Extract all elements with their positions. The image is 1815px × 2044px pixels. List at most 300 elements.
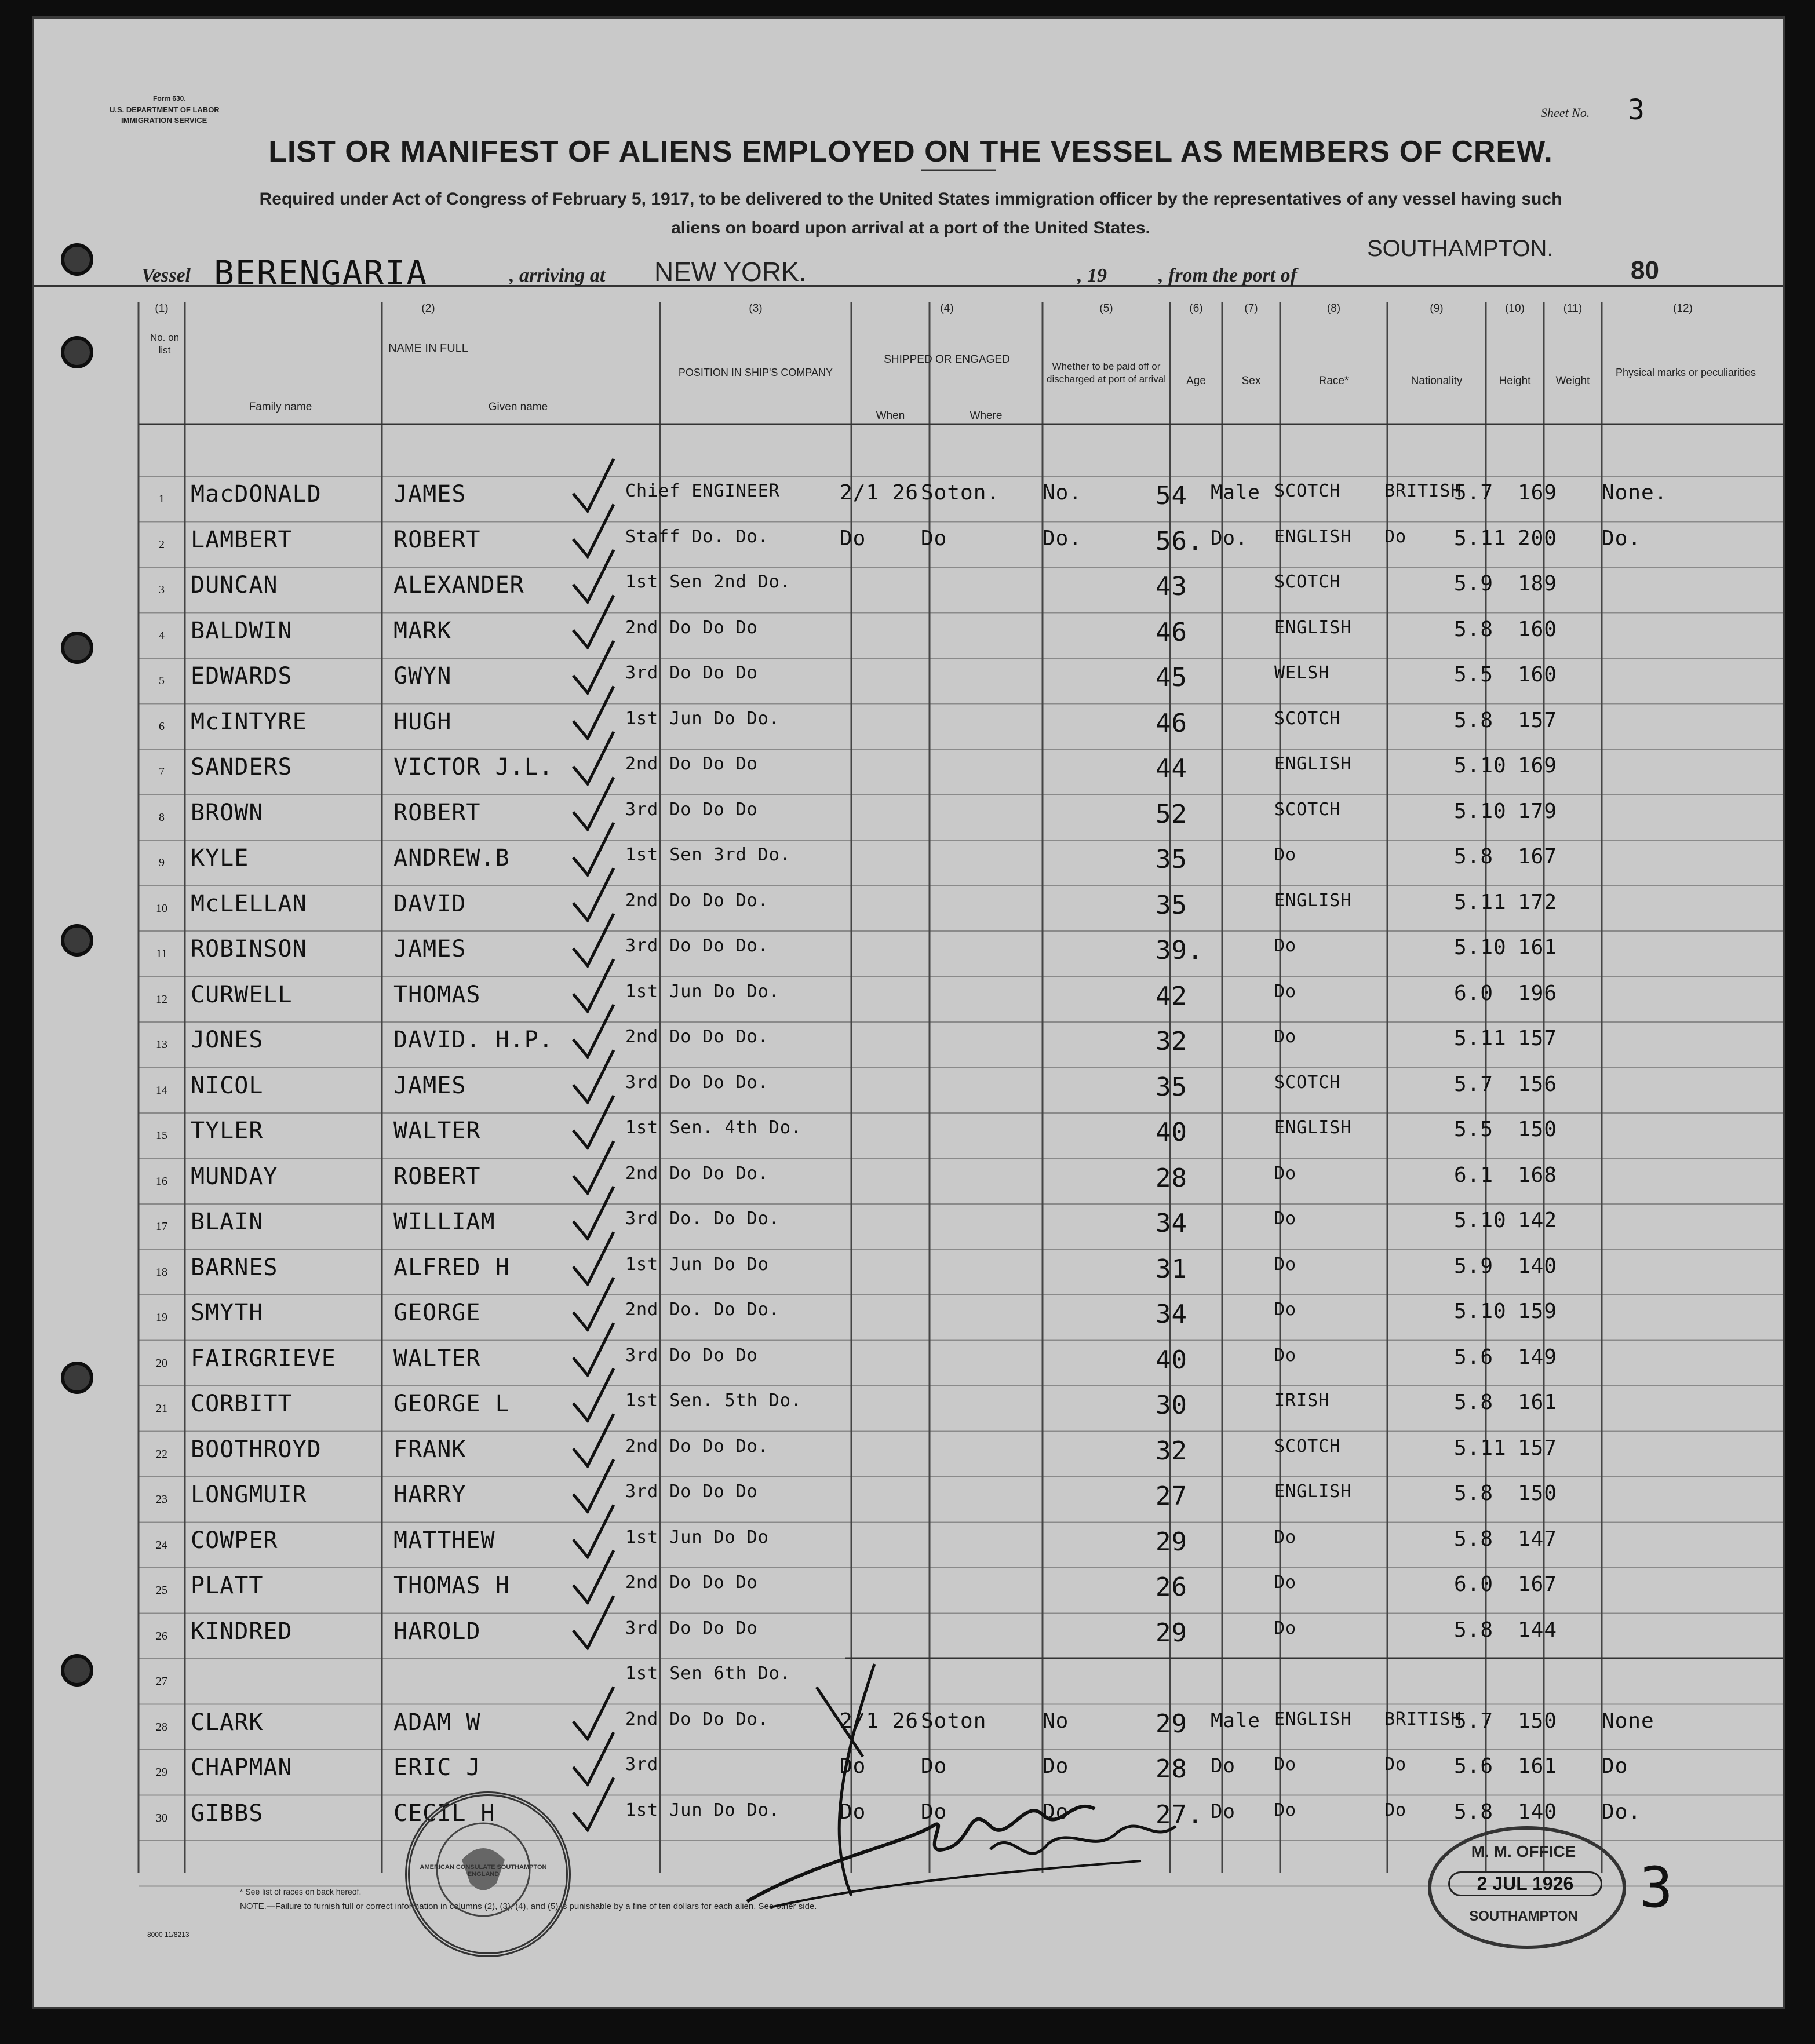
cell-position: 2nd Do Do Do. bbox=[625, 1436, 769, 1457]
sheet-number-value: 3 bbox=[1628, 94, 1646, 126]
cell-paid-off: Do bbox=[1043, 1754, 1069, 1778]
cell-position: 3rd Do Do Do bbox=[625, 799, 758, 820]
cell-age: 45 bbox=[1156, 663, 1187, 692]
checkmark-icon bbox=[573, 959, 614, 1012]
cell-row-number: 12 bbox=[156, 992, 167, 1006]
checkmark-icon bbox=[573, 914, 614, 966]
cell-race: Do bbox=[1274, 1527, 1297, 1547]
cell-position: 2nd Do Do Do. bbox=[625, 1709, 769, 1729]
cell-race: Do bbox=[1274, 1163, 1297, 1184]
cell-weight: 196 bbox=[1518, 981, 1558, 1005]
cell-given-name: GWYN bbox=[393, 663, 452, 689]
cell-age: 34 bbox=[1156, 1300, 1187, 1329]
cell-position: 3rd Do Do Do. bbox=[625, 1072, 769, 1093]
cell-height: 5.10 bbox=[1454, 936, 1507, 959]
cell-height: 5.7 bbox=[1454, 481, 1494, 505]
cell-family-name: EDWARDS bbox=[191, 663, 293, 689]
punch-hole bbox=[61, 924, 93, 957]
cell-position: 3rd Do Do Do bbox=[625, 1345, 758, 1366]
cell-family-name: SANDERS bbox=[191, 754, 293, 780]
cell-row-number: 15 bbox=[156, 1129, 167, 1142]
punch-hole bbox=[61, 1362, 93, 1394]
cell-position: 2nd Do Do Do bbox=[625, 754, 758, 774]
checkmark-icon bbox=[573, 1459, 614, 1512]
cell-family-name: LAMBERT bbox=[191, 526, 293, 553]
checkmark-icon bbox=[573, 1232, 614, 1284]
cell-position: 2nd Do. Do Do. bbox=[625, 1300, 780, 1320]
cell-age: 30 bbox=[1156, 1390, 1187, 1420]
checkmark-icon bbox=[573, 1050, 614, 1103]
cell-shipped-when: Do bbox=[840, 526, 866, 550]
consulate-seal-text: AMERICAN CONSULATE SOUTHAMPTON ENGLAND bbox=[420, 1864, 547, 1878]
cell-position: 1st Sen 2nd Do. bbox=[625, 572, 791, 592]
cell-height: 5.11 bbox=[1454, 1436, 1507, 1460]
punch-hole bbox=[61, 632, 93, 664]
cell-age: 40 bbox=[1156, 1345, 1187, 1375]
checkmark-icon bbox=[573, 1278, 614, 1330]
cell-weight: 161 bbox=[1518, 936, 1558, 959]
form-number: Form 630. bbox=[153, 94, 186, 103]
cell-given-name: THOMAS H bbox=[393, 1572, 510, 1599]
cell-position: 1st Sen. 5th Do. bbox=[625, 1390, 802, 1411]
cell-race: ENGLISH bbox=[1274, 526, 1352, 547]
cell-family-name: BOOTHROYD bbox=[191, 1436, 322, 1463]
cell-age: 34 bbox=[1156, 1209, 1187, 1238]
cell-age: 29 bbox=[1156, 1709, 1187, 1739]
cell-race: Do bbox=[1274, 1209, 1297, 1229]
cell-given-name: JAMES bbox=[393, 1072, 466, 1099]
page-number: 80 bbox=[1631, 256, 1659, 284]
cell-paid-off: Do. bbox=[1043, 526, 1083, 550]
cell-family-name: ROBINSON bbox=[191, 936, 307, 962]
cell-race: SCOTCH bbox=[1274, 572, 1341, 592]
cell-age: 46 bbox=[1156, 708, 1187, 738]
cell-race: Do bbox=[1274, 1618, 1297, 1638]
col-9-number: (9) bbox=[1430, 302, 1444, 315]
cell-height: 5.11 bbox=[1454, 1027, 1507, 1050]
mm-office-stamp-top: M. M. OFFICE bbox=[1471, 1842, 1576, 1860]
cell-row-number: 14 bbox=[156, 1083, 167, 1097]
header-position: POSITION IN SHIP'S COMPANY bbox=[678, 367, 833, 378]
cell-race: SCOTCH bbox=[1274, 1436, 1341, 1457]
cell-race: Do bbox=[1274, 1254, 1297, 1275]
cell-given-name: GEORGE L bbox=[393, 1390, 510, 1417]
footer-note: NOTE.—Failure to furnish full or correct information in columns (2), (3), (4), and (5) is punishable by a fine of ten dollars for each alien. See other side. bbox=[240, 1901, 817, 1911]
cell-position: 1st Jun Do Do. bbox=[625, 981, 780, 1002]
cell-row-number: 23 bbox=[156, 1493, 167, 1506]
cell-row-number: 1 bbox=[159, 492, 165, 505]
cell-given-name: GEORGE bbox=[393, 1300, 481, 1326]
cell-position: 2nd Do Do Do. bbox=[625, 1027, 769, 1047]
cell-family-name: BROWN bbox=[191, 799, 264, 826]
cell-race: SCOTCH bbox=[1274, 799, 1341, 820]
cell-height: 5.8 bbox=[1454, 708, 1494, 732]
cell-age: 29 bbox=[1156, 1527, 1187, 1557]
cell-sex: Male bbox=[1211, 481, 1260, 504]
cell-weight: 140 bbox=[1518, 1800, 1558, 1824]
checkmark-icon bbox=[573, 459, 614, 511]
header-sex: Sex bbox=[1241, 375, 1261, 387]
cell-age: 52 bbox=[1156, 799, 1187, 829]
checkmark-icon bbox=[573, 1596, 614, 1648]
cell-family-name: McINTYRE bbox=[191, 708, 307, 735]
officer-signature bbox=[701, 1652, 1222, 1930]
sheet-number-label: Sheet No. bbox=[1541, 105, 1590, 120]
cell-row-number: 16 bbox=[156, 1174, 167, 1188]
cell-row-number: 3 bbox=[159, 583, 165, 596]
cell-race: SCOTCH bbox=[1274, 708, 1341, 729]
cell-family-name: SMYTH bbox=[191, 1300, 264, 1326]
manifest-sheet bbox=[32, 16, 1785, 2009]
cell-family-name: MUNDAY bbox=[191, 1163, 278, 1190]
cell-weight: 179 bbox=[1518, 799, 1558, 823]
cell-family-name: FAIRGRIEVE bbox=[191, 1345, 336, 1372]
header-no-on-list: No. on list bbox=[150, 332, 180, 356]
checkmark-icon bbox=[573, 1141, 614, 1193]
cell-nationality: Do bbox=[1384, 526, 1407, 547]
cell-height: 5.9 bbox=[1454, 572, 1494, 596]
cell-nationality: Do bbox=[1384, 1800, 1407, 1820]
cell-height: 5.8 bbox=[1454, 1800, 1494, 1824]
cell-height: 5.8 bbox=[1454, 1390, 1494, 1414]
checkmark-icon bbox=[573, 1323, 614, 1375]
header-nationality: Nationality bbox=[1411, 375, 1463, 387]
col-2-number: (2) bbox=[421, 302, 435, 315]
cell-sex: Male bbox=[1211, 1709, 1260, 1732]
cell-physical-marks: None. bbox=[1602, 481, 1668, 505]
cell-position: 3rd Do Do Do. bbox=[625, 936, 769, 956]
checkmark-icon bbox=[573, 823, 614, 875]
cell-race: SCOTCH bbox=[1274, 481, 1341, 501]
cell-row-number: 2 bbox=[159, 538, 165, 551]
cell-given-name: HARRY bbox=[393, 1481, 466, 1508]
cell-age: 32 bbox=[1156, 1436, 1187, 1466]
header-where: Where bbox=[970, 410, 1003, 422]
corner-number: 3 bbox=[1639, 1855, 1674, 1920]
checkmark-icon bbox=[573, 1368, 614, 1421]
cell-weight: 160 bbox=[1518, 663, 1558, 687]
cell-row-number: 20 bbox=[156, 1356, 167, 1370]
punch-hole bbox=[61, 336, 93, 368]
cell-physical-marks: Do. bbox=[1602, 526, 1642, 550]
col-10-number: (10) bbox=[1505, 302, 1525, 315]
cell-given-name: WILLIAM bbox=[393, 1209, 495, 1235]
col-11-number: (11) bbox=[1563, 302, 1583, 315]
cell-row-number: 27 bbox=[156, 1675, 167, 1688]
cell-row-number: 6 bbox=[159, 720, 165, 733]
cell-weight: 169 bbox=[1518, 754, 1558, 778]
cell-given-name: HAROLD bbox=[393, 1618, 481, 1645]
cell-position: 1st Sen 6th Do. bbox=[625, 1663, 791, 1684]
cell-row-number: 25 bbox=[156, 1584, 167, 1597]
cell-sex: Do bbox=[1211, 1800, 1235, 1823]
cell-weight: 140 bbox=[1518, 1254, 1558, 1278]
header-physical-marks: Physical marks or peculiarities bbox=[1615, 367, 1756, 378]
cell-height: 5.10 bbox=[1454, 1300, 1507, 1323]
cell-family-name: CLARK bbox=[191, 1709, 264, 1736]
checkmark-icon bbox=[573, 1096, 614, 1148]
cell-race: Do bbox=[1274, 1800, 1297, 1820]
cell-family-name: CORBITT bbox=[191, 1390, 293, 1417]
cell-sex: Do bbox=[1211, 1754, 1235, 1777]
cell-position: 1st Sen 3rd Do. bbox=[625, 845, 791, 865]
cell-height: 6.0 bbox=[1454, 1572, 1494, 1596]
header-when: When bbox=[876, 410, 905, 422]
subtitle-line-1: Required under Act of Congress of February 5, 1917, to be delivered to the United States immigration officer by the representatives of any vessel having such bbox=[259, 189, 1562, 209]
cell-height: 5.11 bbox=[1454, 526, 1507, 550]
cell-weight: 150 bbox=[1518, 1481, 1558, 1505]
cell-race: ENGLISH bbox=[1274, 754, 1352, 774]
cell-position: 2nd Do Do Do bbox=[625, 1572, 758, 1593]
header-name-in-full: NAME IN FULL bbox=[388, 342, 468, 355]
cell-physical-marks: None bbox=[1602, 1709, 1654, 1733]
cell-position: 3rd bbox=[625, 1754, 659, 1775]
cell-position: 1st Jun Do Do bbox=[625, 1527, 769, 1547]
mm-office-stamp-date: 2 JUL 1926 bbox=[1448, 1871, 1602, 1896]
cell-row-number: 19 bbox=[156, 1311, 167, 1324]
cell-race: Do bbox=[1274, 1345, 1297, 1366]
cell-family-name: CURWELL bbox=[191, 981, 293, 1008]
cell-given-name: JAMES bbox=[393, 936, 466, 962]
cell-age: 27. bbox=[1156, 1800, 1204, 1830]
cell-given-name: DAVID. H.P. bbox=[393, 1027, 553, 1053]
cell-shipped-where: Soton bbox=[921, 1709, 987, 1733]
cell-row-number: 11 bbox=[156, 947, 167, 960]
subtitle-line-2: aliens on board upon arrival at a port of the United States. bbox=[671, 218, 1150, 238]
vessel-label: Vessel bbox=[141, 265, 191, 286]
cell-shipped-where: Do bbox=[921, 1800, 947, 1824]
cell-family-name: DUNCAN bbox=[191, 572, 278, 598]
cell-nationality: BRITISH bbox=[1384, 1709, 1462, 1729]
cell-family-name: GIBBS bbox=[191, 1800, 264, 1827]
cell-row-number: 28 bbox=[156, 1720, 167, 1733]
cell-race: Do bbox=[1274, 1754, 1297, 1775]
cell-given-name: MARK bbox=[393, 617, 452, 644]
cell-row-number: 5 bbox=[159, 674, 165, 687]
cell-row-number: 9 bbox=[159, 856, 165, 869]
cell-position: Staff Do. Do. bbox=[625, 526, 769, 547]
cell-age: 26 bbox=[1156, 1572, 1187, 1602]
cell-family-name: CHAPMAN bbox=[191, 1754, 293, 1781]
cell-shipped-when: Do bbox=[840, 1800, 866, 1824]
header-shipped: SHIPPED OR ENGAGED bbox=[884, 353, 1010, 366]
cell-row-number: 24 bbox=[156, 1538, 167, 1552]
cell-weight: 149 bbox=[1518, 1345, 1558, 1369]
header-height: Height bbox=[1499, 375, 1531, 387]
cell-height: 5.8 bbox=[1454, 617, 1494, 641]
cell-age: 35 bbox=[1156, 890, 1187, 920]
cell-weight: 150 bbox=[1518, 1118, 1558, 1141]
cell-family-name: KYLE bbox=[191, 845, 249, 871]
cell-age: 29 bbox=[1156, 1618, 1187, 1648]
cell-height: 5.8 bbox=[1454, 1481, 1494, 1505]
header-paid-off: Whether to be paid off or discharged at port of arrival bbox=[1047, 361, 1166, 385]
cell-given-name: ADAM W bbox=[393, 1709, 481, 1736]
cell-sex: Do. bbox=[1211, 526, 1248, 550]
cell-row-number: 10 bbox=[156, 901, 167, 915]
cell-age: 46 bbox=[1156, 617, 1187, 647]
cell-weight: 167 bbox=[1518, 1572, 1558, 1596]
checkmark-icon bbox=[573, 1687, 614, 1739]
cell-row-number: 17 bbox=[156, 1220, 167, 1233]
cell-given-name: FRANK bbox=[393, 1436, 466, 1463]
cell-given-name: ALEXANDER bbox=[393, 572, 524, 598]
cell-weight: 157 bbox=[1518, 708, 1558, 732]
cell-age: 32 bbox=[1156, 1027, 1187, 1056]
header-age: Age bbox=[1186, 375, 1206, 387]
cell-age: 39. bbox=[1156, 936, 1204, 965]
cell-weight: 189 bbox=[1518, 572, 1558, 596]
cell-weight: 200 bbox=[1518, 526, 1558, 550]
cell-weight: 142 bbox=[1518, 1209, 1558, 1232]
cell-row-number: 29 bbox=[156, 1766, 167, 1779]
cell-paid-off: No. bbox=[1043, 481, 1083, 505]
cell-family-name: LONGMUIR bbox=[191, 1481, 307, 1508]
cell-race: Do bbox=[1274, 1300, 1297, 1320]
checkmark-icon bbox=[573, 1005, 614, 1057]
col-12-number: (12) bbox=[1673, 302, 1693, 315]
department-label: U.S. DEPARTMENT OF LABOR bbox=[110, 105, 220, 114]
cell-weight: 161 bbox=[1518, 1754, 1558, 1778]
cell-height: 5.7 bbox=[1454, 1709, 1494, 1733]
col-1-number: (1) bbox=[155, 302, 169, 315]
cell-row-number: 4 bbox=[159, 629, 165, 642]
cell-given-name: ROBERT bbox=[393, 1163, 481, 1190]
cell-weight: 160 bbox=[1518, 617, 1558, 641]
cell-weight: 159 bbox=[1518, 1300, 1558, 1323]
cell-age: 28 bbox=[1156, 1754, 1187, 1784]
cell-given-name: ROBERT bbox=[393, 526, 481, 553]
cell-height: 5.8 bbox=[1454, 1527, 1494, 1551]
cell-age: 42 bbox=[1156, 981, 1187, 1011]
cell-position: 3rd Do. Do Do. bbox=[625, 1209, 780, 1229]
col-7-number: (7) bbox=[1244, 302, 1258, 315]
date-label: , 19 bbox=[1077, 265, 1107, 286]
cell-race: ENGLISH bbox=[1274, 1481, 1352, 1502]
cell-row-number: 13 bbox=[156, 1038, 167, 1051]
col-5-number: (5) bbox=[1099, 302, 1113, 315]
cell-race: SCOTCH bbox=[1274, 1072, 1341, 1093]
cell-given-name: WALTER bbox=[393, 1118, 481, 1144]
cell-race: Do bbox=[1274, 845, 1297, 865]
print-code: 8000 11/8213 bbox=[147, 1930, 189, 1939]
cell-weight: 169 bbox=[1518, 481, 1558, 505]
cell-row-number: 18 bbox=[156, 1265, 167, 1279]
cell-position: 2nd Do Do Do. bbox=[625, 890, 769, 911]
cell-shipped-where: Soton. bbox=[921, 481, 1000, 505]
cell-position: 1st Jun Do Do. bbox=[625, 1800, 780, 1820]
cell-age: 35 bbox=[1156, 845, 1187, 874]
cell-age: 54 bbox=[1156, 481, 1187, 510]
cell-family-name: McLELLAN bbox=[191, 890, 307, 917]
checkmark-icon bbox=[573, 1732, 614, 1784]
cell-race: ENGLISH bbox=[1274, 617, 1352, 638]
cell-position: 1st Jun Do Do. bbox=[625, 708, 780, 729]
cell-height: 5.10 bbox=[1454, 799, 1507, 823]
cell-race: ENGLISH bbox=[1274, 890, 1352, 911]
checkmark-icon bbox=[573, 1187, 614, 1239]
checkmark-icon bbox=[573, 868, 614, 921]
cell-position: 1st Jun Do Do bbox=[625, 1254, 769, 1275]
cell-age: 35 bbox=[1156, 1072, 1187, 1102]
cell-position: 2nd Do Do Do bbox=[625, 617, 758, 638]
cell-family-name: MacDONALD bbox=[191, 481, 322, 508]
cell-height: 5.5 bbox=[1454, 663, 1494, 687]
cell-weight: 150 bbox=[1518, 1709, 1558, 1733]
cell-height: 5.9 bbox=[1454, 1254, 1494, 1278]
cell-paid-off: Do bbox=[1043, 1800, 1069, 1824]
cell-height: 5.10 bbox=[1454, 754, 1507, 778]
cell-height: 5.10 bbox=[1454, 1209, 1507, 1232]
cell-race: Do bbox=[1274, 1572, 1297, 1593]
cell-shipped-when: 2/1 26 bbox=[840, 1709, 919, 1733]
cell-family-name: PLATT bbox=[191, 1572, 264, 1599]
cell-given-name: THOMAS bbox=[393, 981, 481, 1008]
cell-given-name: DAVID bbox=[393, 890, 466, 917]
col-6-number: (6) bbox=[1189, 302, 1203, 315]
cell-position: Chief ENGINEER bbox=[625, 481, 780, 501]
cell-age: 44 bbox=[1156, 754, 1187, 783]
checkmark-icon bbox=[573, 550, 614, 602]
service-label: IMMIGRATION SERVICE bbox=[121, 116, 207, 125]
cell-position: 1st Sen. 4th Do. bbox=[625, 1118, 802, 1138]
checkmark-icon bbox=[573, 1778, 614, 1830]
cell-row-number: 21 bbox=[156, 1402, 167, 1415]
cell-age: 43 bbox=[1156, 572, 1187, 601]
cell-row-number: 7 bbox=[159, 765, 165, 778]
header-given-name: Given name bbox=[488, 401, 548, 413]
cell-weight: 161 bbox=[1518, 1390, 1558, 1414]
cell-age: 31 bbox=[1156, 1254, 1187, 1284]
cell-given-name: ANDREW.B bbox=[393, 845, 510, 871]
from-port-label: , from the port of bbox=[1158, 265, 1297, 286]
cell-family-name: COWPER bbox=[191, 1527, 278, 1554]
cell-race: ENGLISH bbox=[1274, 1709, 1352, 1729]
cell-given-name: HUGH bbox=[393, 708, 452, 735]
col-8-number: (8) bbox=[1326, 302, 1341, 315]
cell-height: 5.8 bbox=[1454, 1618, 1494, 1642]
cell-height: 5.6 bbox=[1454, 1754, 1494, 1778]
cell-row-number: 22 bbox=[156, 1447, 167, 1461]
cell-family-name: NICOL bbox=[191, 1072, 264, 1099]
cell-weight: 144 bbox=[1518, 1618, 1558, 1642]
arriving-value: NEW YORK. bbox=[654, 257, 807, 287]
cell-position: 3rd Do Do Do bbox=[625, 1618, 758, 1638]
arriving-label: , arriving at bbox=[509, 265, 606, 286]
cell-family-name: TYLER bbox=[191, 1118, 264, 1144]
cell-row-number: 26 bbox=[156, 1629, 167, 1643]
header-race: Race* bbox=[1318, 375, 1349, 387]
cell-given-name: WALTER bbox=[393, 1345, 481, 1372]
cell-height: 5.6 bbox=[1454, 1345, 1494, 1369]
cell-nationality: BRITISH bbox=[1384, 481, 1462, 501]
cell-weight: 156 bbox=[1518, 1072, 1558, 1096]
header-family-name: Family name bbox=[249, 401, 312, 413]
checkmark-icon bbox=[573, 732, 614, 784]
checkmark-icon bbox=[573, 778, 614, 830]
cell-height: 5.11 bbox=[1454, 890, 1507, 914]
cell-family-name: JONES bbox=[191, 1027, 264, 1053]
cell-given-name: MATTHEW bbox=[393, 1527, 495, 1554]
cell-age: 28 bbox=[1156, 1163, 1187, 1193]
cell-height: 6.0 bbox=[1454, 981, 1494, 1005]
cell-given-name: ROBERT bbox=[393, 799, 481, 826]
cell-weight: 147 bbox=[1518, 1527, 1558, 1551]
col-3-number: (3) bbox=[749, 302, 763, 315]
cell-shipped-when: Do bbox=[840, 1754, 866, 1778]
cell-age: 40 bbox=[1156, 1118, 1187, 1147]
cell-given-name: VICTOR J.L. bbox=[393, 754, 553, 780]
